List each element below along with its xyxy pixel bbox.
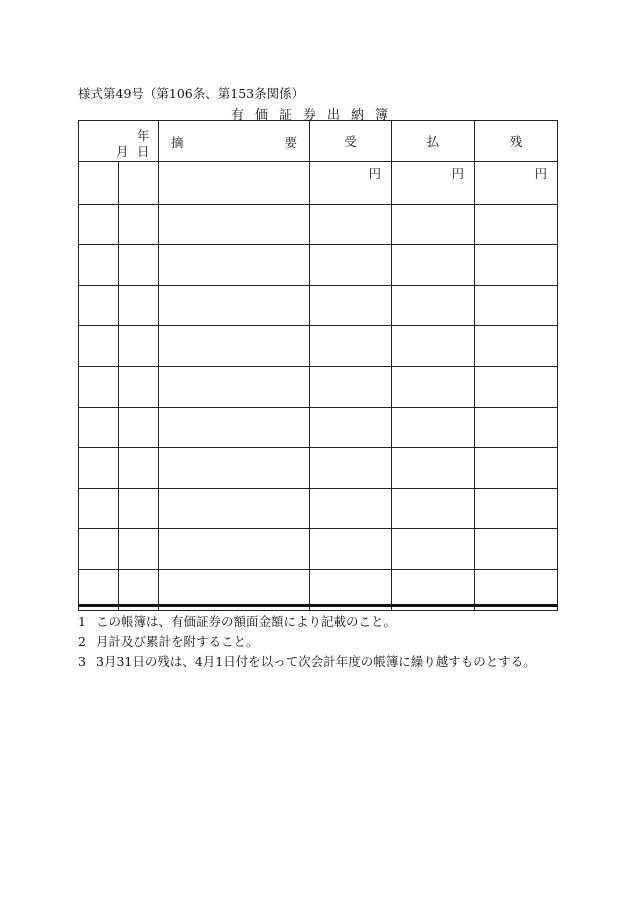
paid-cell[interactable]	[392, 366, 475, 407]
form-number: 様式第49号（第106条、第153条関係）	[78, 86, 305, 101]
month-cell[interactable]	[79, 245, 119, 286]
table-row	[79, 245, 558, 286]
description-cell[interactable]	[159, 407, 310, 448]
description-cell[interactable]	[159, 285, 310, 326]
paid-cell[interactable]	[392, 488, 475, 529]
table-row	[79, 326, 558, 367]
notes	[78, 612, 536, 672]
day-cell[interactable]	[119, 245, 159, 286]
received-cell[interactable]	[310, 245, 392, 286]
description-header: 摘 要	[159, 121, 310, 162]
balance-cell[interactable]	[475, 204, 558, 245]
table-row	[79, 448, 558, 489]
received-cell[interactable]	[310, 529, 392, 570]
day-cell[interactable]	[119, 366, 159, 407]
balance-cell[interactable]	[475, 407, 558, 448]
month-cell[interactable]	[79, 326, 119, 367]
month-cell[interactable]	[79, 448, 119, 489]
month-label: 月	[116, 144, 129, 159]
month-cell[interactable]	[79, 366, 119, 407]
month-cell[interactable]	[79, 488, 119, 529]
paid-cell[interactable]	[392, 245, 475, 286]
day-cell[interactable]	[119, 529, 159, 570]
month-cell[interactable]	[79, 162, 119, 205]
header-row	[79, 121, 558, 162]
received-cell[interactable]	[310, 407, 392, 448]
description-cell[interactable]	[159, 488, 310, 529]
month-cell[interactable]	[79, 285, 119, 326]
paid-cell[interactable]	[392, 204, 475, 245]
day-cell[interactable]	[119, 407, 159, 448]
balance-cell[interactable]	[475, 245, 558, 286]
paid-cell[interactable]	[392, 529, 475, 570]
month-cell[interactable]	[79, 407, 119, 448]
balance-cell[interactable]	[475, 529, 558, 570]
paid-cell[interactable]	[392, 326, 475, 367]
day-label: 日	[137, 144, 150, 159]
day-cell[interactable]	[119, 488, 159, 529]
note-3: 3 3月31日の残は、4月1日付を以って次会計年度の帳簿に繰り越すものとする。	[78, 654, 536, 669]
received-cell[interactable]: 円	[310, 162, 392, 205]
table-row	[79, 204, 558, 245]
received-cell[interactable]	[310, 488, 392, 529]
paid-cell[interactable]: 円	[392, 162, 475, 205]
day-cell[interactable]	[119, 285, 159, 326]
page-title: 有価証券出納簿	[230, 108, 399, 123]
table-row	[79, 285, 558, 326]
day-cell[interactable]	[119, 448, 159, 489]
table-row	[79, 162, 558, 205]
year-label: 年	[137, 128, 150, 143]
date-header	[79, 121, 159, 162]
paid-cell[interactable]	[392, 285, 475, 326]
description-cell[interactable]	[159, 204, 310, 245]
ledger-table	[78, 120, 558, 611]
paid-cell[interactable]	[392, 448, 475, 489]
day-cell[interactable]	[119, 326, 159, 367]
balance-cell[interactable]	[475, 326, 558, 367]
received-cell[interactable]	[310, 326, 392, 367]
description-cell[interactable]	[159, 366, 310, 407]
table-row	[79, 366, 558, 407]
table-row	[79, 407, 558, 448]
balance-cell[interactable]	[475, 366, 558, 407]
balance-cell[interactable]	[475, 448, 558, 489]
month-cell[interactable]	[79, 529, 119, 570]
note-1: 1 この帳簿は、有価証券の額面金額により記載のこと。	[78, 614, 397, 629]
description-cell[interactable]	[159, 162, 310, 205]
balance-cell[interactable]: 円	[475, 162, 558, 205]
received-cell[interactable]	[310, 448, 392, 489]
description-cell[interactable]	[159, 448, 310, 489]
received-header: 受	[310, 121, 392, 162]
balance-header: 残	[475, 121, 558, 162]
bottom-rule	[78, 604, 558, 607]
month-cell[interactable]	[79, 204, 119, 245]
paid-cell[interactable]	[392, 407, 475, 448]
balance-cell[interactable]	[475, 285, 558, 326]
paid-header: 払	[392, 121, 475, 162]
description-cell[interactable]	[159, 245, 310, 286]
note-2: 2 月計及び累計を附すること。	[78, 634, 259, 649]
day-cell[interactable]	[119, 204, 159, 245]
received-cell[interactable]	[310, 366, 392, 407]
received-cell[interactable]	[310, 204, 392, 245]
description-cell[interactable]	[159, 529, 310, 570]
ledger-body	[79, 162, 558, 611]
balance-cell[interactable]	[475, 488, 558, 529]
received-cell[interactable]	[310, 285, 392, 326]
table-row	[79, 529, 558, 570]
table-row	[79, 488, 558, 529]
description-cell[interactable]	[159, 326, 310, 367]
day-cell[interactable]	[119, 162, 159, 205]
